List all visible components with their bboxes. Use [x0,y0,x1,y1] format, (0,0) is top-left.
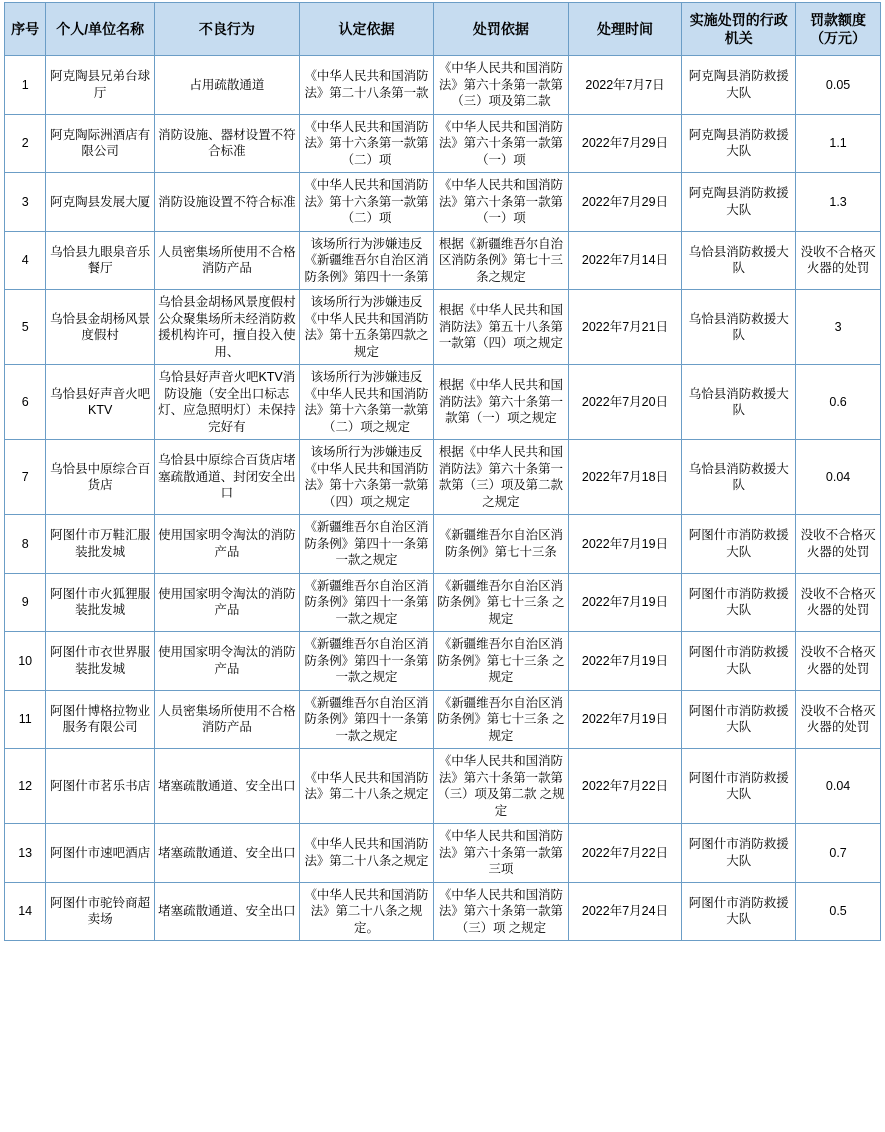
cell-index: 9 [5,573,46,632]
cell-name: 阿图什市火狐狸服装批发城 [46,573,155,632]
cell-name: 乌恰县九眼泉音乐餐厅 [46,231,155,290]
cell-organ: 阿克陶县消防救援大队 [682,56,796,115]
cell-determination-basis: 《中华人民共和国消防法》第二十八条之规定。 [299,882,433,941]
cell-behavior: 使用国家明令淘汰的消防产品 [154,632,299,691]
cell-organ: 阿克陶县消防救援大队 [682,173,796,232]
cell-amount: 0.5 [796,882,881,941]
cell-penalty-basis: 《中华人民共和国消防法》第六十条第一款第（一）项 [434,173,568,232]
column-header-amount: 罚款额度（万元） [796,3,881,56]
cell-name: 阿图什市茗乐书店 [46,749,155,824]
cell-behavior: 乌恰县好声音火吧KTV消防设施（安全出口标志灯、应急照明灯）未保持完好有 [154,365,299,440]
cell-organ: 阿图什市消防救援大队 [682,573,796,632]
cell-penalty-basis: 《新疆维吾尔自治区消防条例》第七十三条 之规定 [434,573,568,632]
document-sheet [0,2,885,941]
cell-penalty-basis: 《中华人民共和国消防法》第六十条第一款第（三）项 之规定 [434,882,568,941]
table-row [5,290,881,365]
cell-determination-basis: 该场所行为涉嫌违反《中华人民共和国消防法》第十六条第一款第（四）项之规定 [299,440,433,515]
cell-name: 阿图什市速吧酒店 [46,824,155,883]
cell-name: 阿图什博格拉物业服务有限公司 [46,690,155,749]
cell-amount: 1.3 [796,173,881,232]
cell-behavior: 使用国家明令淘汰的消防产品 [154,515,299,574]
column-header-date: 处理时间 [568,3,682,56]
table-row [5,56,881,115]
cell-penalty-basis: 《中华人民共和国消防法》第六十条第一款第（三）项及第二款 [434,56,568,115]
cell-index: 12 [5,749,46,824]
table-row [5,882,881,941]
cell-amount: 0.6 [796,365,881,440]
cell-organ: 乌恰县消防救援大队 [682,365,796,440]
cell-name: 阿克陶县发展大厦 [46,173,155,232]
cell-determination-basis: 《中华人民共和国消防法》第十六条第一款第（二）项 [299,173,433,232]
column-header-behavior: 不良行为 [154,3,299,56]
cell-index: 14 [5,882,46,941]
cell-date: 2022年7月21日 [568,290,682,365]
cell-determination-basis: 《新疆维吾尔自治区消防条例》第四十一条第一款之规定 [299,515,433,574]
cell-behavior: 堵塞疏散通道、安全出口 [154,824,299,883]
cell-name: 阿克陶际洲酒店有限公司 [46,114,155,173]
cell-amount: 0.04 [796,749,881,824]
cell-index: 1 [5,56,46,115]
cell-date: 2022年7月19日 [568,515,682,574]
cell-date: 2022年7月14日 [568,231,682,290]
column-header-organ: 实施处罚的行政机关 [682,3,796,56]
cell-penalty-basis: 根据《中华人民共和国消防法》第五十八条第一款第（四）项之规定 [434,290,568,365]
cell-name: 乌恰县好声音火吧KTV [46,365,155,440]
cell-date: 2022年7月20日 [568,365,682,440]
cell-behavior: 堵塞疏散通道、安全出口 [154,882,299,941]
header-row [5,3,881,56]
cell-name: 阿克陶县兄弟台球厅 [46,56,155,115]
table-row [5,690,881,749]
cell-index: 8 [5,515,46,574]
cell-behavior: 消防设施设置不符合标准 [154,173,299,232]
cell-amount: 没收不合格灭火器的处罚 [796,690,881,749]
cell-organ: 乌恰县消防救援大队 [682,231,796,290]
table-row [5,365,881,440]
cell-penalty-basis: 《新疆维吾尔自治区消防条例》第七十三条 之规定 [434,690,568,749]
cell-amount: 没收不合格灭火器的处罚 [796,231,881,290]
cell-date: 2022年7月22日 [568,749,682,824]
cell-penalty-basis: 根据《中华人民共和国消防法》第六十条第一款第（三）项及第二款之规定 [434,440,568,515]
cell-index: 6 [5,365,46,440]
cell-date: 2022年7月19日 [568,632,682,691]
cell-index: 4 [5,231,46,290]
table-row [5,440,881,515]
cell-organ: 阿图什市消防救援大队 [682,824,796,883]
table-body [5,56,881,941]
cell-date: 2022年7月19日 [568,690,682,749]
cell-index: 13 [5,824,46,883]
cell-index: 7 [5,440,46,515]
cell-penalty-basis: 《中华人民共和国消防法》第六十条第一款第三项 [434,824,568,883]
cell-determination-basis: 《新疆维吾尔自治区消防条例》第四十一条第一款之规定 [299,573,433,632]
cell-index: 2 [5,114,46,173]
table-row [5,824,881,883]
cell-amount: 1.1 [796,114,881,173]
cell-organ: 阿图什市消防救援大队 [682,515,796,574]
cell-name: 乌恰县中原综合百货店 [46,440,155,515]
cell-date: 2022年7月22日 [568,824,682,883]
cell-penalty-basis: 《中华人民共和国消防法》第六十条第一款第（三）项及第二款 之规定 [434,749,568,824]
table-header [5,3,881,56]
table-row [5,632,881,691]
cell-penalty-basis: 《新疆维吾尔自治区消防条例》第七十三条 之规定 [434,632,568,691]
cell-behavior: 占用疏散通道 [154,56,299,115]
cell-name: 阿图什市万鞋汇服装批发城 [46,515,155,574]
cell-name: 乌恰县金胡杨风景度假村 [46,290,155,365]
cell-index: 10 [5,632,46,691]
cell-determination-basis: 《中华人民共和国消防法》第二十八条之规定 [299,824,433,883]
fire-penalty-table [4,2,881,941]
table-row [5,749,881,824]
cell-determination-basis: 该场所行为涉嫌违反《中华人民共和国消防法》第十五条第四款之规定 [299,290,433,365]
cell-amount: 没收不合格灭火器的处罚 [796,632,881,691]
cell-behavior: 乌恰县中原综合百货店堵塞疏散通道、封闭安全出口 [154,440,299,515]
cell-amount: 3 [796,290,881,365]
cell-amount: 0.7 [796,824,881,883]
cell-date: 2022年7月29日 [568,173,682,232]
cell-behavior: 人员密集场所使用不合格消防产品 [154,690,299,749]
table-row [5,573,881,632]
table-row [5,173,881,232]
cell-determination-basis: 《新疆维吾尔自治区消防条例》第四十一条第一款之规定 [299,690,433,749]
cell-amount: 0.05 [796,56,881,115]
cell-determination-basis: 《中华人民共和国消防法》第二十八条第一款 [299,56,433,115]
cell-organ: 乌恰县消防救援大队 [682,290,796,365]
cell-date: 2022年7月29日 [568,114,682,173]
cell-determination-basis: 该场所行为涉嫌违反《新疆维吾尔自治区消防条例》第四十一条第 [299,231,433,290]
cell-determination-basis: 《中华人民共和国消防法》第二十八条之规定 [299,749,433,824]
cell-index: 3 [5,173,46,232]
cell-date: 2022年7月24日 [568,882,682,941]
cell-date: 2022年7月19日 [568,573,682,632]
column-header-determination-basis: 认定依据 [299,3,433,56]
cell-behavior: 堵塞疏散通道、安全出口 [154,749,299,824]
cell-penalty-basis: 根据《中华人民共和国消防法》第六十条第一款第（一）项之规定 [434,365,568,440]
cell-behavior: 人员密集场所使用不合格消防产品 [154,231,299,290]
cell-organ: 阿图什市消防救援大队 [682,632,796,691]
cell-name: 阿图什市驼铃商超卖场 [46,882,155,941]
cell-organ: 阿图什市消防救援大队 [682,749,796,824]
cell-determination-basis: 该场所行为涉嫌违反《中华人民共和国消防法》第十六条第一款第（二）项之规定 [299,365,433,440]
table-row [5,515,881,574]
cell-index: 5 [5,290,46,365]
cell-amount: 0.04 [796,440,881,515]
cell-amount: 没收不合格灭火器的处罚 [796,515,881,574]
cell-organ: 阿图什市消防救援大队 [682,690,796,749]
column-header-name: 个人/单位名称 [46,3,155,56]
cell-behavior: 消防设施、器材设置不符合标准 [154,114,299,173]
cell-amount: 没收不合格灭火器的处罚 [796,573,881,632]
column-header-index: 序号 [5,3,46,56]
cell-penalty-basis: 根据《新疆维吾尔自治区消防条例》第七十三条之规定 [434,231,568,290]
cell-date: 2022年7月7日 [568,56,682,115]
cell-organ: 阿图什市消防救援大队 [682,882,796,941]
table-row [5,114,881,173]
cell-index: 11 [5,690,46,749]
column-header-penalty-basis: 处罚依据 [434,3,568,56]
cell-date: 2022年7月18日 [568,440,682,515]
cell-penalty-basis: 《新疆维吾尔自治区消防条例》第七十三条 [434,515,568,574]
cell-organ: 乌恰县消防救援大队 [682,440,796,515]
cell-behavior: 乌恰县金胡杨风景度假村公众聚集场所未经消防救援机构许可，擅自投入使用、 [154,290,299,365]
cell-determination-basis: 《新疆维吾尔自治区消防条例》第四十一条第一款之规定 [299,632,433,691]
cell-determination-basis: 《中华人民共和国消防法》第十六条第一款第（二）项 [299,114,433,173]
cell-penalty-basis: 《中华人民共和国消防法》第六十条第一款第（一）项 [434,114,568,173]
table-row [5,231,881,290]
cell-behavior: 使用国家明令淘汰的消防产品 [154,573,299,632]
cell-organ: 阿克陶县消防救援大队 [682,114,796,173]
cell-name: 阿图什市衣世界服装批发城 [46,632,155,691]
